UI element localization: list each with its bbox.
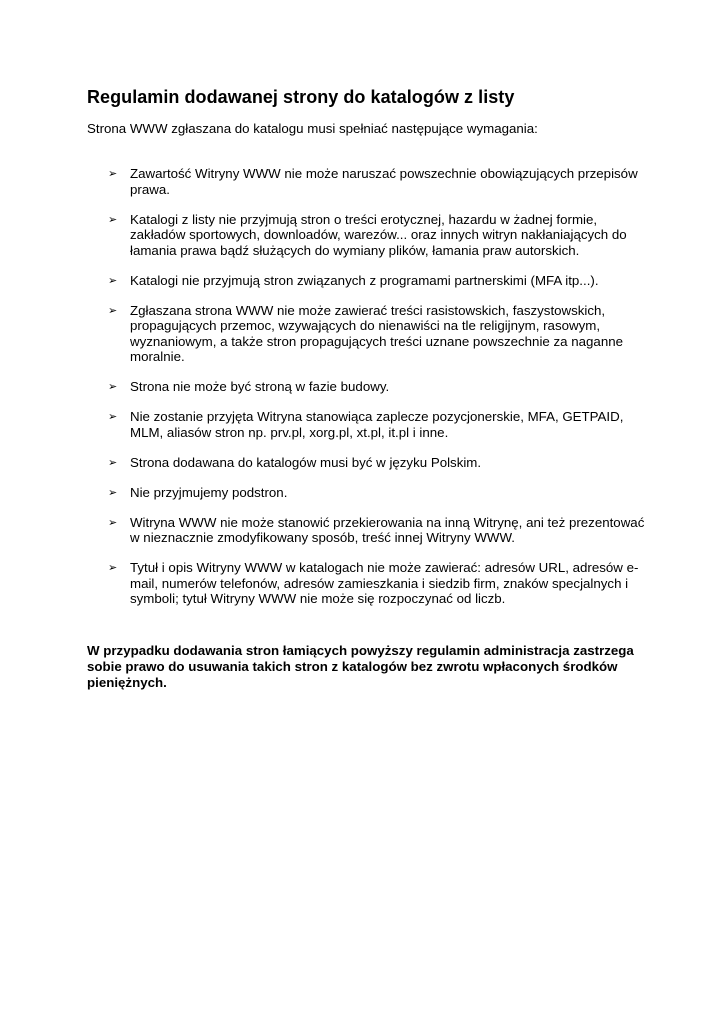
arrow-bullet-icon: ➢	[108, 410, 118, 423]
rule-item	[108, 409, 653, 440]
rules-list	[108, 166, 653, 621]
rule-item	[108, 560, 653, 607]
rule-item	[108, 455, 653, 471]
rule-text: Zgłaszana strona WWW nie może zawierać treści rasistowskich, faszystowskich, propagujących przemoc, wzywających do nienawiści na tle religijnym, rasowym, wyznaniowym, a także stron propagujących treści uznane powszechnie za naganne moralnie.	[130, 302, 624, 364]
arrow-bullet-icon: ➢	[108, 485, 118, 499]
arrow-bullet-icon: ➢	[108, 515, 118, 529]
arrow-bullet-icon: ➢	[108, 561, 118, 574]
arrow-bullet-icon: ➢	[108, 455, 118, 469]
rule-text: Zawartość Witryny WWW nie może naruszać powszechnie obowiązujących przepisów prawa.	[130, 166, 638, 197]
intro-paragraph: Strona WWW zgłaszana do katalogu musi spełniać następujące wymagania:	[87, 121, 538, 136]
rule-text: Nie zostanie przyjęta Witryna stanowiąca zaplecze pozycjonerskie, MFA, GETPAID, MLM, aliasów stron np. prv.pl, xorg.pl, xt.pl, it.pl i inne.	[130, 409, 624, 440]
arrow-bullet-icon: ➢	[108, 273, 118, 287]
rule-text: Tytuł i opis Witryny WWW w katalogach nie może zawierać: adresów URL, adresów e-mail, numerów telefonów, adresów zamieszkania i siedzib firm, znaków specjalnych i symboli; tytuł Witryny WWW nie może się rozpoczynać od liczb.	[130, 560, 639, 606]
rule-item	[108, 379, 653, 395]
document-title: Regulamin dodawanej strony do katalogów z listy	[87, 87, 515, 107]
arrow-bullet-icon: ➢	[108, 167, 118, 180]
arrow-bullet-icon: ➢	[108, 380, 118, 393]
rule-text: Strona dodawana do katalogów musi być w języku Polskim.	[130, 454, 482, 470]
rule-text: Katalogi nie przyjmują stron związanych z programami partnerskimi (MFA itp...).	[130, 272, 599, 288]
rule-text: Strona nie może być stroną w fazie budowy.	[130, 379, 390, 394]
arrow-bullet-icon: ➢	[108, 212, 118, 226]
rule-item	[108, 515, 653, 546]
rule-item	[108, 273, 653, 289]
rule-text: Witryna WWW nie może stanowić przekierowania na inną Witrynę, ani też prezentować w nieznacznie zmodyfikowany sposób, treść innej Witryny WWW.	[130, 514, 645, 545]
rule-item	[108, 485, 653, 501]
rule-item	[108, 212, 653, 259]
rule-text: Katalogi z listy nie przyjmują stron o treści erotycznej, hazardu w żadnej formie, zakładów sportowych, downloadów, warezów... oraz innych witryn nakłaniających do łamania prawa bądź służących do wymiany plików, łamania praw autorskich.	[130, 211, 627, 258]
rule-item	[108, 303, 653, 365]
rule-text: Nie przyjmujemy podstron.	[130, 484, 288, 500]
arrow-bullet-icon: ➢	[108, 303, 118, 317]
rule-item	[108, 166, 653, 197]
closing-notice: W przypadku dodawania stron łamiących powyższy regulamin administracja zastrzega sobie prawo do usuwania takich stron z katalogów bez zwrotu wpłaconych środków pieniężnych.	[87, 643, 634, 690]
